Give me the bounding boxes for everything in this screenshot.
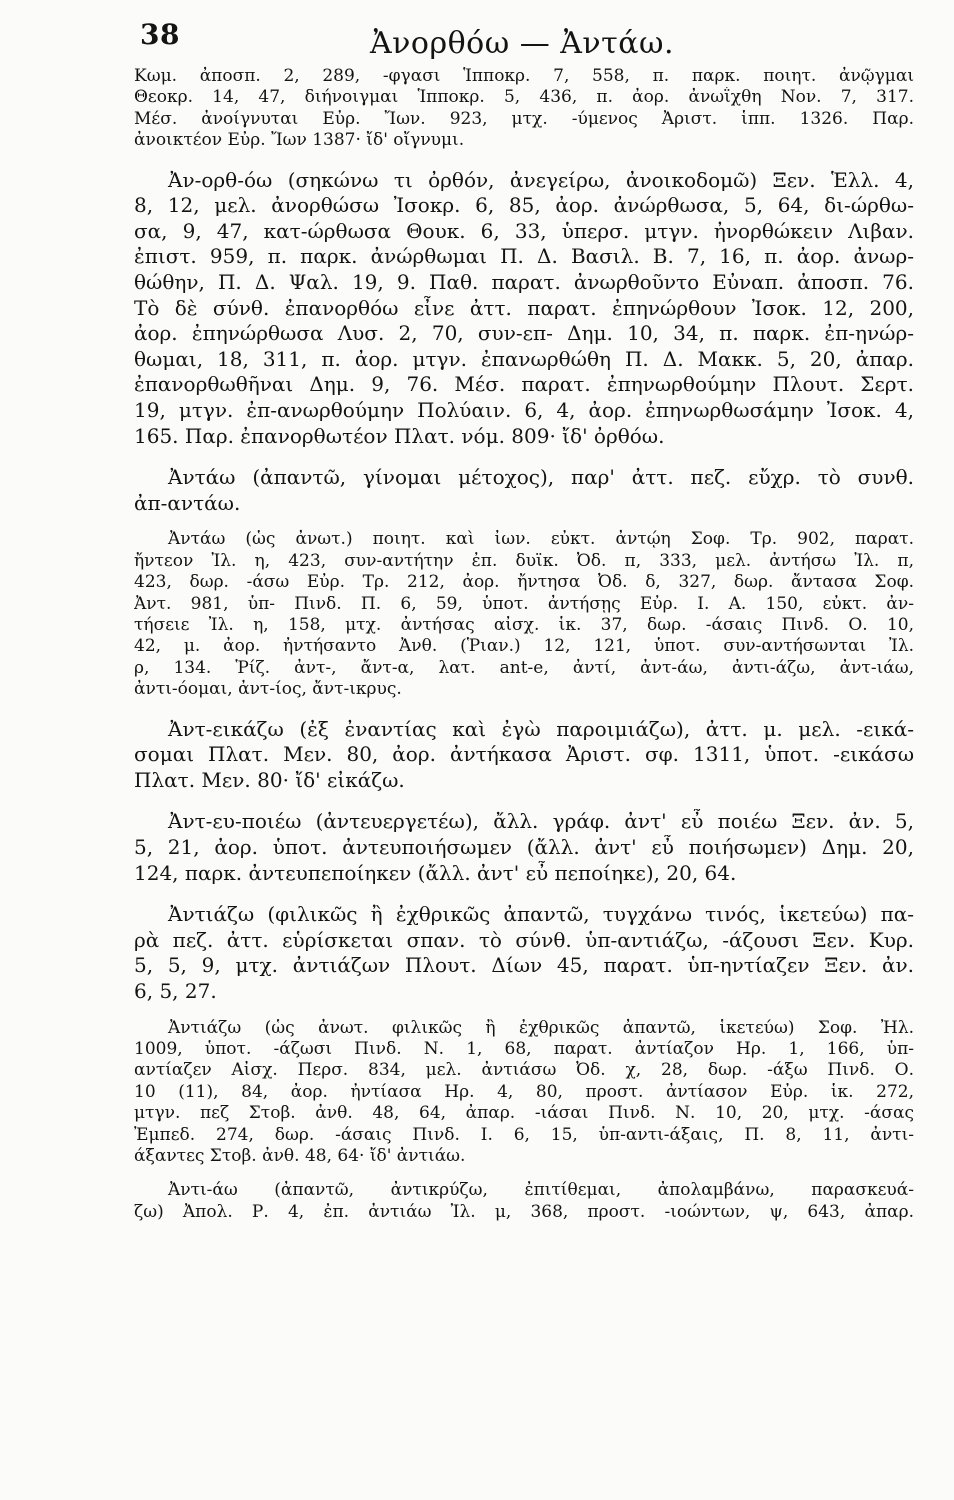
- text-line: 19, μτγν. ἐπ-ανωρθούμην Πολύαιν. 6, 4, ἀορ. ἐπηνωρθωσάμην Ἰσοκ. 4,: [134, 397, 914, 422]
- dictionary-text: [134, 66, 914, 1223]
- paragraph-gap: [134, 449, 914, 465]
- entry-headline: Ἀντι-άω (ἀπαντῶ, ἀντικρύζω, ἐπιτίθεμαι, ἀπολαμβάνω, παρασκευά-: [168, 1180, 914, 1201]
- text-line: 42, μ. ἀορ. ἠντήσαντο Ἀνθ. (Ῥιαν.) 12, 121, ὑποτ. συν-αντήσωνται Ἰλ.: [134, 636, 914, 657]
- entry-headline: Ἀντάω (ἀπαντῶ, γίνομαι μέτοχος), παρ' ἀττ. πεζ. εὔχρ. τὸ συνθ.: [168, 465, 914, 490]
- text-line: Κωμ. ἀποσπ. 2, 289, -φγασι Ἱπποκρ. 7, 558, π. παρκ. ποιητ. ἀνῷγμαι: [134, 66, 914, 86]
- text-line: ἀορ. ἐπηνώρθωσα Λυσ. 2, 70, συν-επ- Δημ. 10, 34, π. παρκ. ἐπ-ηνώρ-: [134, 321, 914, 346]
- paragraph-gap: [134, 793, 914, 809]
- text-line: σα, 9, 47, κατ-ώρθωσα Θουκ. 6, 33, ὑπερσ. μτγν. ἠνορθώκειν Λιβαν.: [134, 218, 914, 243]
- text-line: 8, 12, μελ. ἀνορθώσω Ἰσοκρ. 6, 85, ἀορ. ἀνώρθωσα, 5, 64, δι-ώρθω-: [134, 193, 914, 218]
- entry-headline: Ἀντάω (ὡς ἀνωτ.) ποιητ. καὶ ἰων. εὐκτ. ἀντῴη Σοφ. Τρ. 902, παρατ.: [168, 529, 914, 550]
- text-line: ρὰ πεζ. ἀττ. εὑρίσκεται σπαν. τὸ σύνθ. ὑπ-αντιάζω, -άζουσι Ξεν. Κυρ.: [134, 927, 914, 952]
- text-line: ἐπιστ. 959, π. παρκ. ἀνώρθωμαι Π. Δ. Βασιλ. Β. 7, 16, π. ἀορ. ἀνωρ-: [134, 244, 914, 269]
- entry-headline: Ἀντ-ευ-ποιέω (ἀντευεργετέω), ἄλλ. γράφ. ἀντ' εὖ ποιέω Ξεν. ἀν. 5,: [168, 809, 914, 834]
- text-line: θωμαι, 18, 311, π. ἀορ. μτγν. ἐπανωρθώθη Π. Δ. Μακκ. 5, 20, ἀπαρ.: [134, 346, 914, 371]
- paragraph-gap: [134, 886, 914, 902]
- paragraph-gap: [134, 516, 914, 529]
- text-line: Τὸ δὲ σύνθ. ἐπανορθόω εἶνε ἀττ. παρατ. ἐπηνώρθουν Ἰσοκ. 12, 200,: [134, 295, 914, 320]
- text-line: 1009, ὑποτ. -άζωσι Πινδ. Ν. 1, 68, παρατ. ἀντίαζον Ηρ. 1, 166, ὑπ-: [134, 1038, 914, 1059]
- text-line: 423, δωρ. -άσω Εὐρ. Τρ. 212, ἀορ. ἤντησα Ὀδ. δ, 327, δωρ. ἄντασα Σοφ.: [134, 572, 914, 593]
- entry-headline: Ἀντιάζω (ὡς ἀνωτ. φιλικῶς ἢ ἐχθρικῶς ἀπαντῶ, ἱκετεύω) Σοφ. Ἠλ.: [168, 1017, 914, 1038]
- entry-headline: Ἀντ-εικάζω (ἐξ ἐναντίας καὶ ἐγὼ παροιμιάζω), ἀττ. μ. μελ. -εικά-: [168, 716, 914, 741]
- entry-headline: Ἀν-ορθ-όω (σηκώνω τι ὀρθόν, ἀνεγείρω, ἀνοικοδομῶ) Ξεν. Ἑλλ. 4,: [168, 167, 914, 192]
- text-line: μτγν. πεζ Στοβ. ἀνθ. 48, 64, ἀπαρ. -ιάσαι Πινδ. Ν. 10, 20, μτχ. -άσας: [134, 1103, 914, 1124]
- running-head: Ἀνορθόω — Ἀντάω.: [370, 26, 675, 61]
- page-header: [140, 18, 920, 68]
- text-line: Πλατ. Μεν. 80· ἴδ' εἰκάζω.: [134, 767, 405, 792]
- text-line: ἤντεον Ἰλ. η, 423, συν-αντήτην ἐπ. δυϊκ. Ὀδ. π, 333, μελ. ἀντήσω Ἰλ. π,: [134, 550, 914, 571]
- paragraph-gap: [134, 1167, 914, 1180]
- text-line: Ἀντ. 981, ὑπ- Πινδ. Π. 6, 59, ὑποτ. ἀντήσῃς Εὐρ. Ι. Α. 150, εὐκτ. ἀν-: [134, 593, 914, 614]
- text-line: 5, 5, 9, μτχ. ἀντιάζων Πλουτ. Δίων 45, παρατ. ὑπ-ηντίαζεν Ξεν. ἀν.: [134, 953, 914, 978]
- text-line: 124, παρκ. ἀντευπεποίηκεν (ἄλλ. ἀντ' εὖ πεποίηκε), 20, 64.: [134, 860, 737, 885]
- text-line: Θεοκρ. 14, 47, διήνοιγμαι Ἱπποκρ. 5, 436, π. ἀορ. ἀνωΐχθη Νον. 7, 317.: [134, 87, 914, 108]
- paragraph-gap: [134, 152, 914, 168]
- text-line: 5, 21, ἀορ. ὑποτ. ἀντευποιήσωμεν (ἄλλ. ἀντ' εὖ ποιήσωμεν) Δημ. 20,: [134, 834, 914, 859]
- text-line: 10 (11), 84, ἀορ. ἠντίασα Ηρ. 4, 80, προστ. ἀντίασον Εὐρ. ἱκ. 272,: [134, 1081, 914, 1102]
- text-line: ρ, 134. Ῥίζ. ἀντ-, ἄντ-α, λατ. ant-e, ἀντί, ἀντ-άω, ἀντι-άζω, ἀντ-ιάω,: [134, 657, 914, 678]
- text-line: θώθην, Π. Δ. Ψαλ. 19, 9. Παθ. παρατ. ἀνωρθοῦντο Εὐναπ. ἀποσπ. 76.: [134, 270, 914, 294]
- text-line: άξαντες Στοβ. ἀνθ. 48, 64· ἴδ' ἀντιάω.: [134, 1145, 466, 1166]
- paragraph-gap: [134, 701, 914, 717]
- paragraph-gap: [134, 1005, 914, 1018]
- text-line: ἐπανορθωθῆναι Δημ. 9, 76. Μέσ. παρατ. ἐπηνωρθούμην Πλουτ. Σερτ.: [134, 372, 914, 397]
- text-line: 6, 5, 27.: [134, 978, 217, 1003]
- text-line: ζω) Ἀπολ. Ρ. 4, ἐπ. ἀντιάω Ἰλ. μ, 368, προστ. -ιοώντων, ψ, 643, ἀπαρ.: [134, 1201, 914, 1222]
- text-line: σομαι Πλατ. Μεν. 80, ἀορ. ἀντήκασα Ἀριστ. σφ. 1311, ὑποτ. -εικάσω: [134, 742, 914, 767]
- text-line: τήσειε Ἰλ. η, 158, μτχ. ἀντήσας αἰσχ. ἱκ. 37, δωρ. -άσαις Πινδ. Ο. 10,: [134, 614, 914, 635]
- text-line: ἀνοικτέον Εὐρ. Ἴων 1387· ἴδ' οἴγνυμι.: [134, 130, 465, 151]
- text-line: Μέσ. ἀνοίγνυται Εὐρ. Ἴων. 923, μτχ. -ύμενος Ἀριστ. ἱππ. 1326. Παρ.: [134, 108, 914, 129]
- text-line: ἀπ-αντάω.: [134, 490, 241, 515]
- text-line: ἀντι-όομαι, ἀντ-ίος, ἄντ-ικρυς.: [134, 679, 402, 700]
- text-line: Ἐμπεδ. 274, δωρ. -άσαις Πινδ. Ι. 6, 15, ὑπ-αντι-άξαις, Π. 8, 11, ἀντι-: [134, 1124, 914, 1145]
- text-line: αντίαζεν Αἰσχ. Περσ. 834, μελ. ἀντιάσω Ὀδ. χ, 28, δωρ. -άξω Πινδ. Ο.: [134, 1060, 914, 1081]
- page-number: 38: [140, 18, 180, 51]
- entry-headline: Ἀντιάζω (φιλικῶς ἢ ἐχθρικῶς ἀπαντῶ, τυγχάνω τινός, ἱκετεύω) πα-: [168, 902, 914, 927]
- text-line: 165. Παρ. ἐπανορθωτέον Πλατ. νόμ. 809· ἴδ' ὀρθόω.: [134, 423, 665, 448]
